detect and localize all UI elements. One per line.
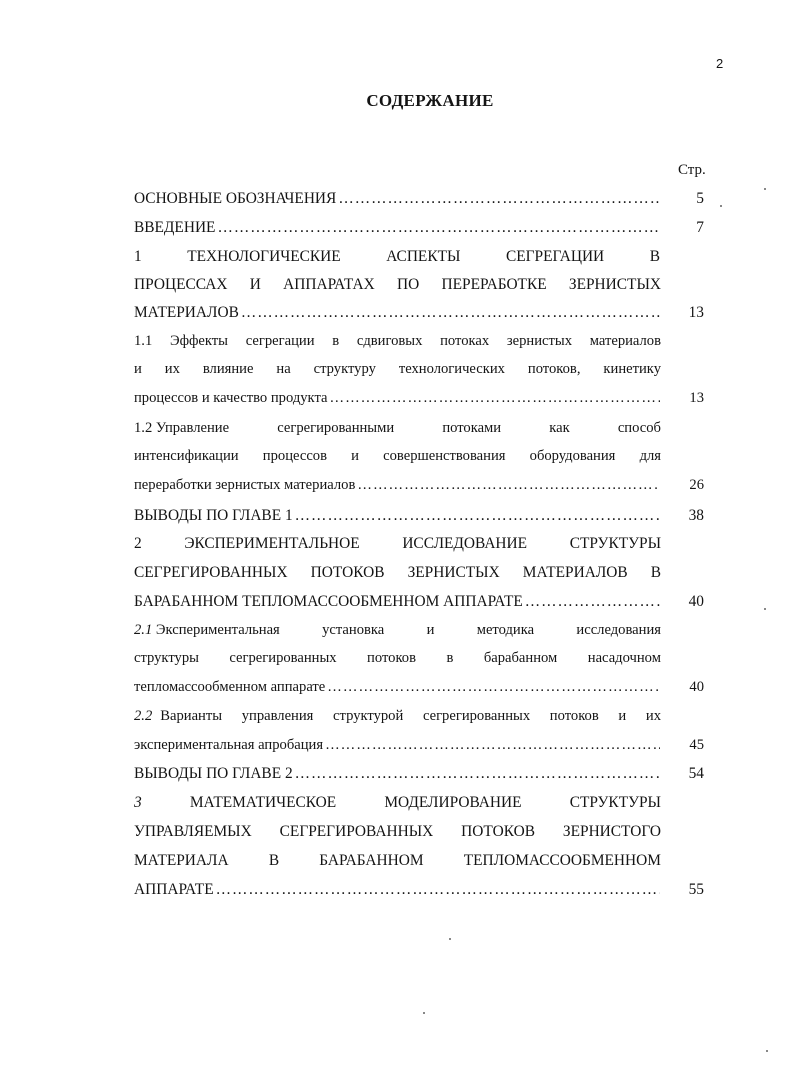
toc-entry-section-1-2-line-2 — [134, 448, 661, 472]
toc-entry-section-2-1-line-1[interactable] — [134, 622, 661, 646]
toc-entry-text: ВЫВОДЫ ПО ГЛАВЕ 1 — [134, 507, 293, 524]
scan-speck — [764, 608, 766, 610]
word: ТЕХНОЛОГИЧЕСКИЕ — [187, 248, 341, 265]
toc-entry-text: тепломассообменном аппарате — [134, 679, 326, 695]
toc-entry-page: 13 — [688, 304, 704, 321]
word: 1.2 Управление — [134, 420, 230, 436]
dot-leader — [327, 679, 660, 696]
word: АСПЕКТЫ — [386, 248, 461, 265]
dot-leader — [241, 304, 660, 322]
toc-entry-text: Варианты управления структурой сегрегированных потоков и их — [160, 708, 661, 724]
word: СТРУКТУРЫ — [569, 794, 661, 811]
toc-entry-section-2-2-line-1[interactable] — [134, 708, 661, 732]
toc-entry-text: УПРАВЛЯЕМЫХ СЕГРЕГИРОВАННЫХ ПОТОКОВ ЗЕРНИСТОГО — [134, 823, 661, 840]
toc-entry-section-1-1-line-2 — [134, 361, 661, 385]
toc-entry-page: 13 — [689, 390, 704, 406]
scan-speck — [720, 205, 722, 207]
word: В — [649, 248, 660, 265]
dot-leader — [216, 881, 660, 899]
word: способ — [617, 420, 661, 436]
dot-leader — [295, 765, 660, 783]
toc-entry-page: 38 — [688, 507, 704, 524]
word: МОДЕЛИРОВАНИЕ — [384, 794, 522, 811]
toc-entry-chapter-3-line-3 — [134, 852, 661, 876]
toc-entry-text: ОСНОВНЫЕ ОБОЗНАЧЕНИЯ — [134, 190, 337, 207]
toc-entry-main-symbols[interactable] — [134, 190, 704, 214]
toc-entry-page: 40 — [688, 593, 704, 610]
toc-entry-text: СЕГРЕГИРОВАННЫХ ПОТОКОВ ЗЕРНИСТЫХ МАТЕРИАЛОВ В — [134, 564, 661, 581]
toc-entry-section-2-2-line-2[interactable] — [134, 737, 704, 761]
toc-entry-text: переработки зернистых материалов — [134, 477, 356, 493]
word: как — [549, 420, 570, 436]
toc-entry-conclusions-2[interactable] — [134, 765, 704, 789]
toc-entry-chapter-2-line-1[interactable] — [134, 535, 661, 559]
dot-leader — [217, 219, 660, 237]
scan-speck — [766, 1050, 768, 1052]
word: методика — [476, 622, 535, 638]
toc-entry-section-1-2-line-1[interactable] — [134, 420, 661, 444]
toc-entry-page: 26 — [689, 477, 704, 493]
toc-entry-chapter-2-line-2 — [134, 564, 661, 588]
toc-entry-page: 45 — [689, 737, 704, 753]
page-title: СОДЕРЖАНИЕ — [366, 91, 494, 110]
toc-entry-text: МАТЕРИАЛОВ — [134, 304, 239, 321]
toc-entry-text: интенсификации процессов и совершенствования оборудования для — [134, 448, 661, 464]
word: потоков — [367, 650, 416, 666]
dot-leader — [325, 737, 660, 754]
page-column-header: Стр. — [678, 162, 706, 178]
toc-entry-text: экспериментальная апробация — [134, 737, 324, 753]
scan-speck — [449, 938, 451, 940]
word: МАТЕМАТИЧЕСКОЕ — [189, 794, 337, 811]
toc-entry-section-2-1-line-3[interactable] — [134, 679, 704, 703]
chapter-number: 1 — [134, 248, 142, 265]
word: в — [446, 650, 454, 666]
word: барабанном — [483, 650, 558, 666]
section-number: 2.2 — [134, 708, 153, 724]
word: ЭКСПЕРИМЕНТАЛЬНОЕ — [184, 535, 360, 552]
toc-entry-chapter-3-line-4[interactable] — [134, 881, 704, 905]
toc-entry-page: 7 — [696, 219, 704, 236]
word: сегрегированных — [229, 650, 337, 666]
word: БАРАБАННОМ — [319, 852, 424, 869]
dot-leader — [357, 477, 660, 494]
toc-entry-text: и их влияние на структуру технологических потоков, кинетику — [134, 361, 661, 377]
toc-entry-chapter-3-line-2 — [134, 823, 661, 847]
word: насадочном — [587, 650, 661, 666]
word: МАТЕРИАЛА — [134, 852, 229, 869]
toc-entry-section-1-1-line-1[interactable] — [134, 333, 661, 357]
toc-entry-text: процессов и качество продукта — [134, 390, 328, 406]
toc-entry-introduction[interactable] — [134, 219, 704, 243]
dot-leader — [338, 190, 660, 208]
toc-entry-section-1-1-line-3[interactable] — [134, 390, 704, 414]
toc-entry-text: ВВЕДЕНИЕ — [134, 219, 216, 236]
word: сегрегированными — [277, 420, 395, 436]
toc-entry-chapter-1-line-1[interactable] — [134, 248, 704, 272]
toc-entry-text: ВЫВОДЫ ПО ГЛАВЕ 2 — [134, 765, 293, 782]
dot-leader — [329, 390, 660, 407]
scan-speck — [764, 188, 766, 190]
toc-entry-page: 40 — [689, 679, 704, 695]
scan-speck — [423, 1012, 425, 1014]
word: ИССЛЕДОВАНИЕ — [402, 535, 528, 552]
word: структуры — [134, 650, 199, 666]
dot-leader — [295, 507, 660, 525]
page-number: 2 — [716, 56, 724, 71]
word: ТЕПЛОМАССООБМЕННОМ — [463, 852, 661, 869]
toc-entry-section-2-1-line-2 — [134, 650, 661, 674]
toc-entry-text: БАРАБАННОМ ТЕПЛОМАССООБМЕННОМ АППАРАТЕ — [134, 593, 523, 610]
toc-entry-conclusions-1[interactable] — [134, 507, 704, 531]
section-number: 2.1 — [134, 622, 153, 638]
toc-entry-chapter-1-line-2 — [134, 276, 661, 300]
word: В — [268, 852, 280, 869]
word: исследования — [576, 622, 661, 638]
word: Экспериментальная — [155, 622, 280, 638]
word: потоками — [442, 420, 502, 436]
word: СЕГРЕГАЦИИ — [505, 248, 605, 265]
toc-entry-section-1-2-line-3[interactable] — [134, 477, 704, 501]
word: и — [426, 622, 435, 638]
toc-entry-page: 55 — [688, 881, 704, 898]
toc-entry-text: 1.1 Эффекты сегрегации в сдвиговых потоках зернистых материалов — [134, 333, 661, 349]
toc-entry-page: 54 — [688, 765, 704, 782]
word: установка — [322, 622, 385, 638]
chapter-number: 3 — [134, 794, 142, 811]
toc-entry-page: 5 — [696, 190, 704, 207]
dot-leader — [525, 593, 660, 611]
word: СТРУКТУРЫ — [569, 535, 661, 552]
toc-entry-chapter-2-line-3[interactable] — [134, 593, 704, 617]
toc-entry-text: ПРОЦЕССАХ И АППАРАТАХ ПО ПЕРЕРАБОТКЕ ЗЕРНИСТЫХ — [134, 276, 661, 293]
toc-entry-text: АППАРАТЕ — [134, 881, 214, 898]
toc-entry-chapter-3-line-1[interactable] — [134, 794, 661, 818]
word: 2 — [134, 535, 142, 552]
toc-entry-chapter-1-line-3[interactable] — [134, 304, 704, 328]
